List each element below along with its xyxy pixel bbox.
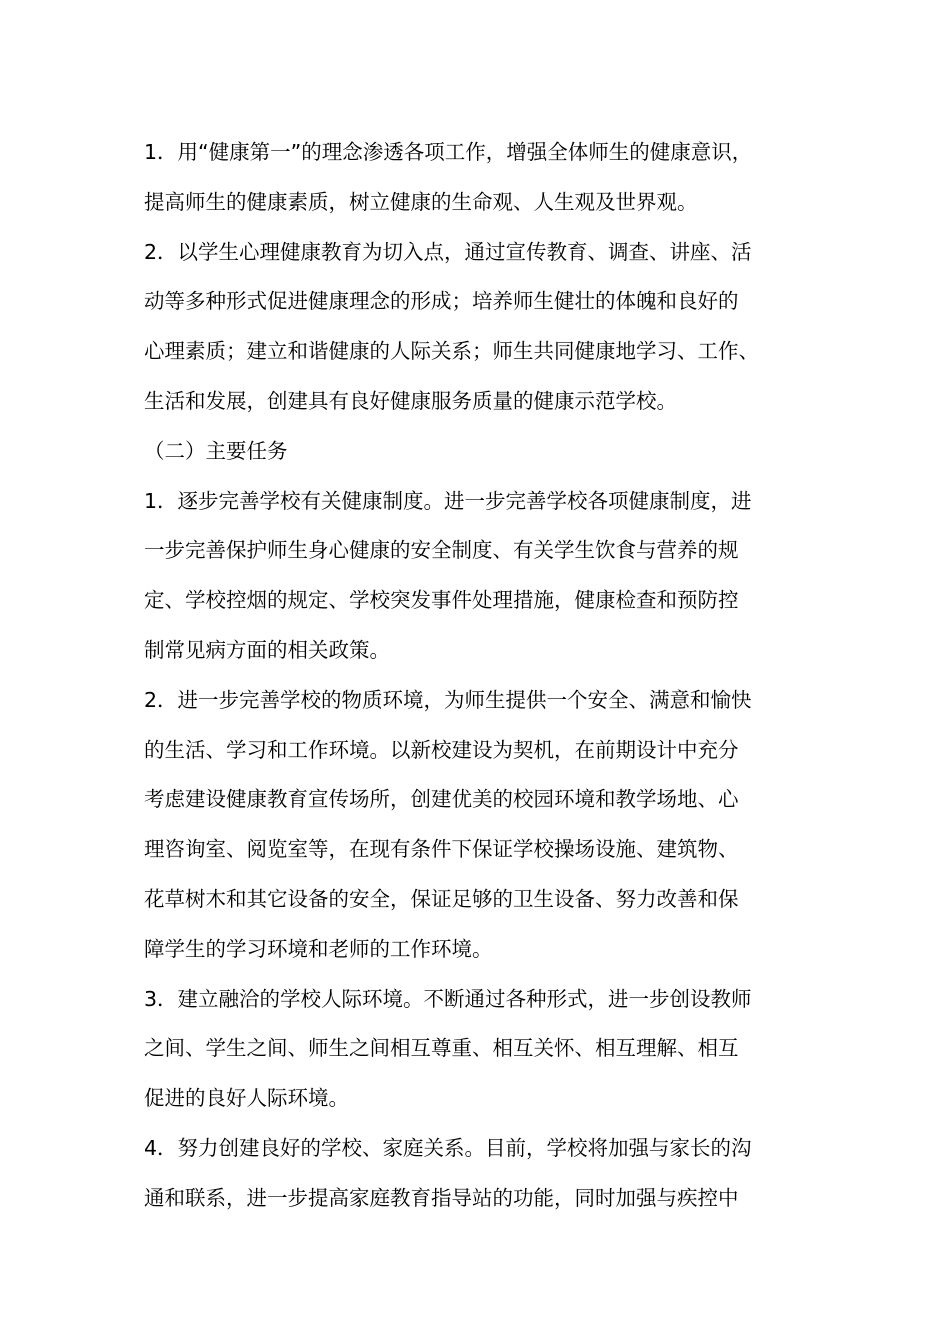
- text-line-9: 一步完善保护师生身心健康的安全制度、有关学生饮食与营养的规: [144, 538, 739, 563]
- text-line-12: 2．进一步完善学校的物质环境，为师生提供一个安全、满意和愉快: [144, 687, 752, 712]
- text-line-8: 1．逐步完善学校有关健康制度。进一步完善学校各项健康制度，进: [144, 488, 752, 513]
- text-line-22: 通和联系，进一步提高家庭教育指导站的功能，同时加强与疾控中: [144, 1185, 739, 1210]
- text-line-5: 心理素质；建立和谐健康的人际关系；师生共同健康地学习、工作、: [144, 339, 759, 364]
- text-line-17: 障学生的学习环境和老师的工作环境。: [144, 936, 493, 961]
- text-line-3: 2．以学生心理健康教育为切入点，通过宣传教育、调查、讲座、活: [144, 239, 752, 264]
- text-line-4: 动等多种形式促进健康理念的形成；培养师生健壮的体魄和良好的: [144, 289, 739, 314]
- text-line-6: 生活和发展，创建具有良好健康服务质量的健康示范学校。: [144, 388, 677, 413]
- document-body: [144, 128, 824, 1224]
- text-line-18: 3．建立融洽的学校人际环境。不断通过各种形式，进一步创设教师: [144, 986, 752, 1011]
- text-line-10: 定、学校控烟的规定、学校突发事件处理措施，健康检查和预防控: [144, 588, 739, 613]
- text-line-1: 1．用“健康第一”的理念渗透各项工作，增强全体师生的健康意识，: [144, 140, 753, 164]
- text-line-19: 之间、学生之间、师生之间相互尊重、相互关怀、相互理解、相互: [144, 1036, 739, 1061]
- text-line-11: 制常见病方面的相关政策。: [144, 637, 390, 662]
- text-line-15: 理咨询室、阅览室等，在现有条件下保证学校操场设施、建筑物、: [144, 837, 739, 862]
- text-line-13: 的生活、学习和工作环境。以新校建设为契机，在前期设计中充分: [144, 737, 739, 762]
- text-line-16: 花草树木和其它设备的安全，保证足够的卫生设备、努力改善和保: [144, 886, 739, 911]
- text-line-21: 4．努力创建良好的学校、家庭关系。目前，学校将加强与家长的沟: [144, 1135, 752, 1160]
- text-line-2: 提高师生的健康素质，树立健康的生命观、人生观及世界观。: [144, 189, 698, 214]
- section-heading: （二）主要任务: [144, 438, 288, 463]
- text-line-14: 考虑建设健康教育宣传场所，创建优美的校园环境和教学场地、心: [144, 787, 739, 812]
- text-line-20: 促进的良好人际环境。: [144, 1086, 349, 1111]
